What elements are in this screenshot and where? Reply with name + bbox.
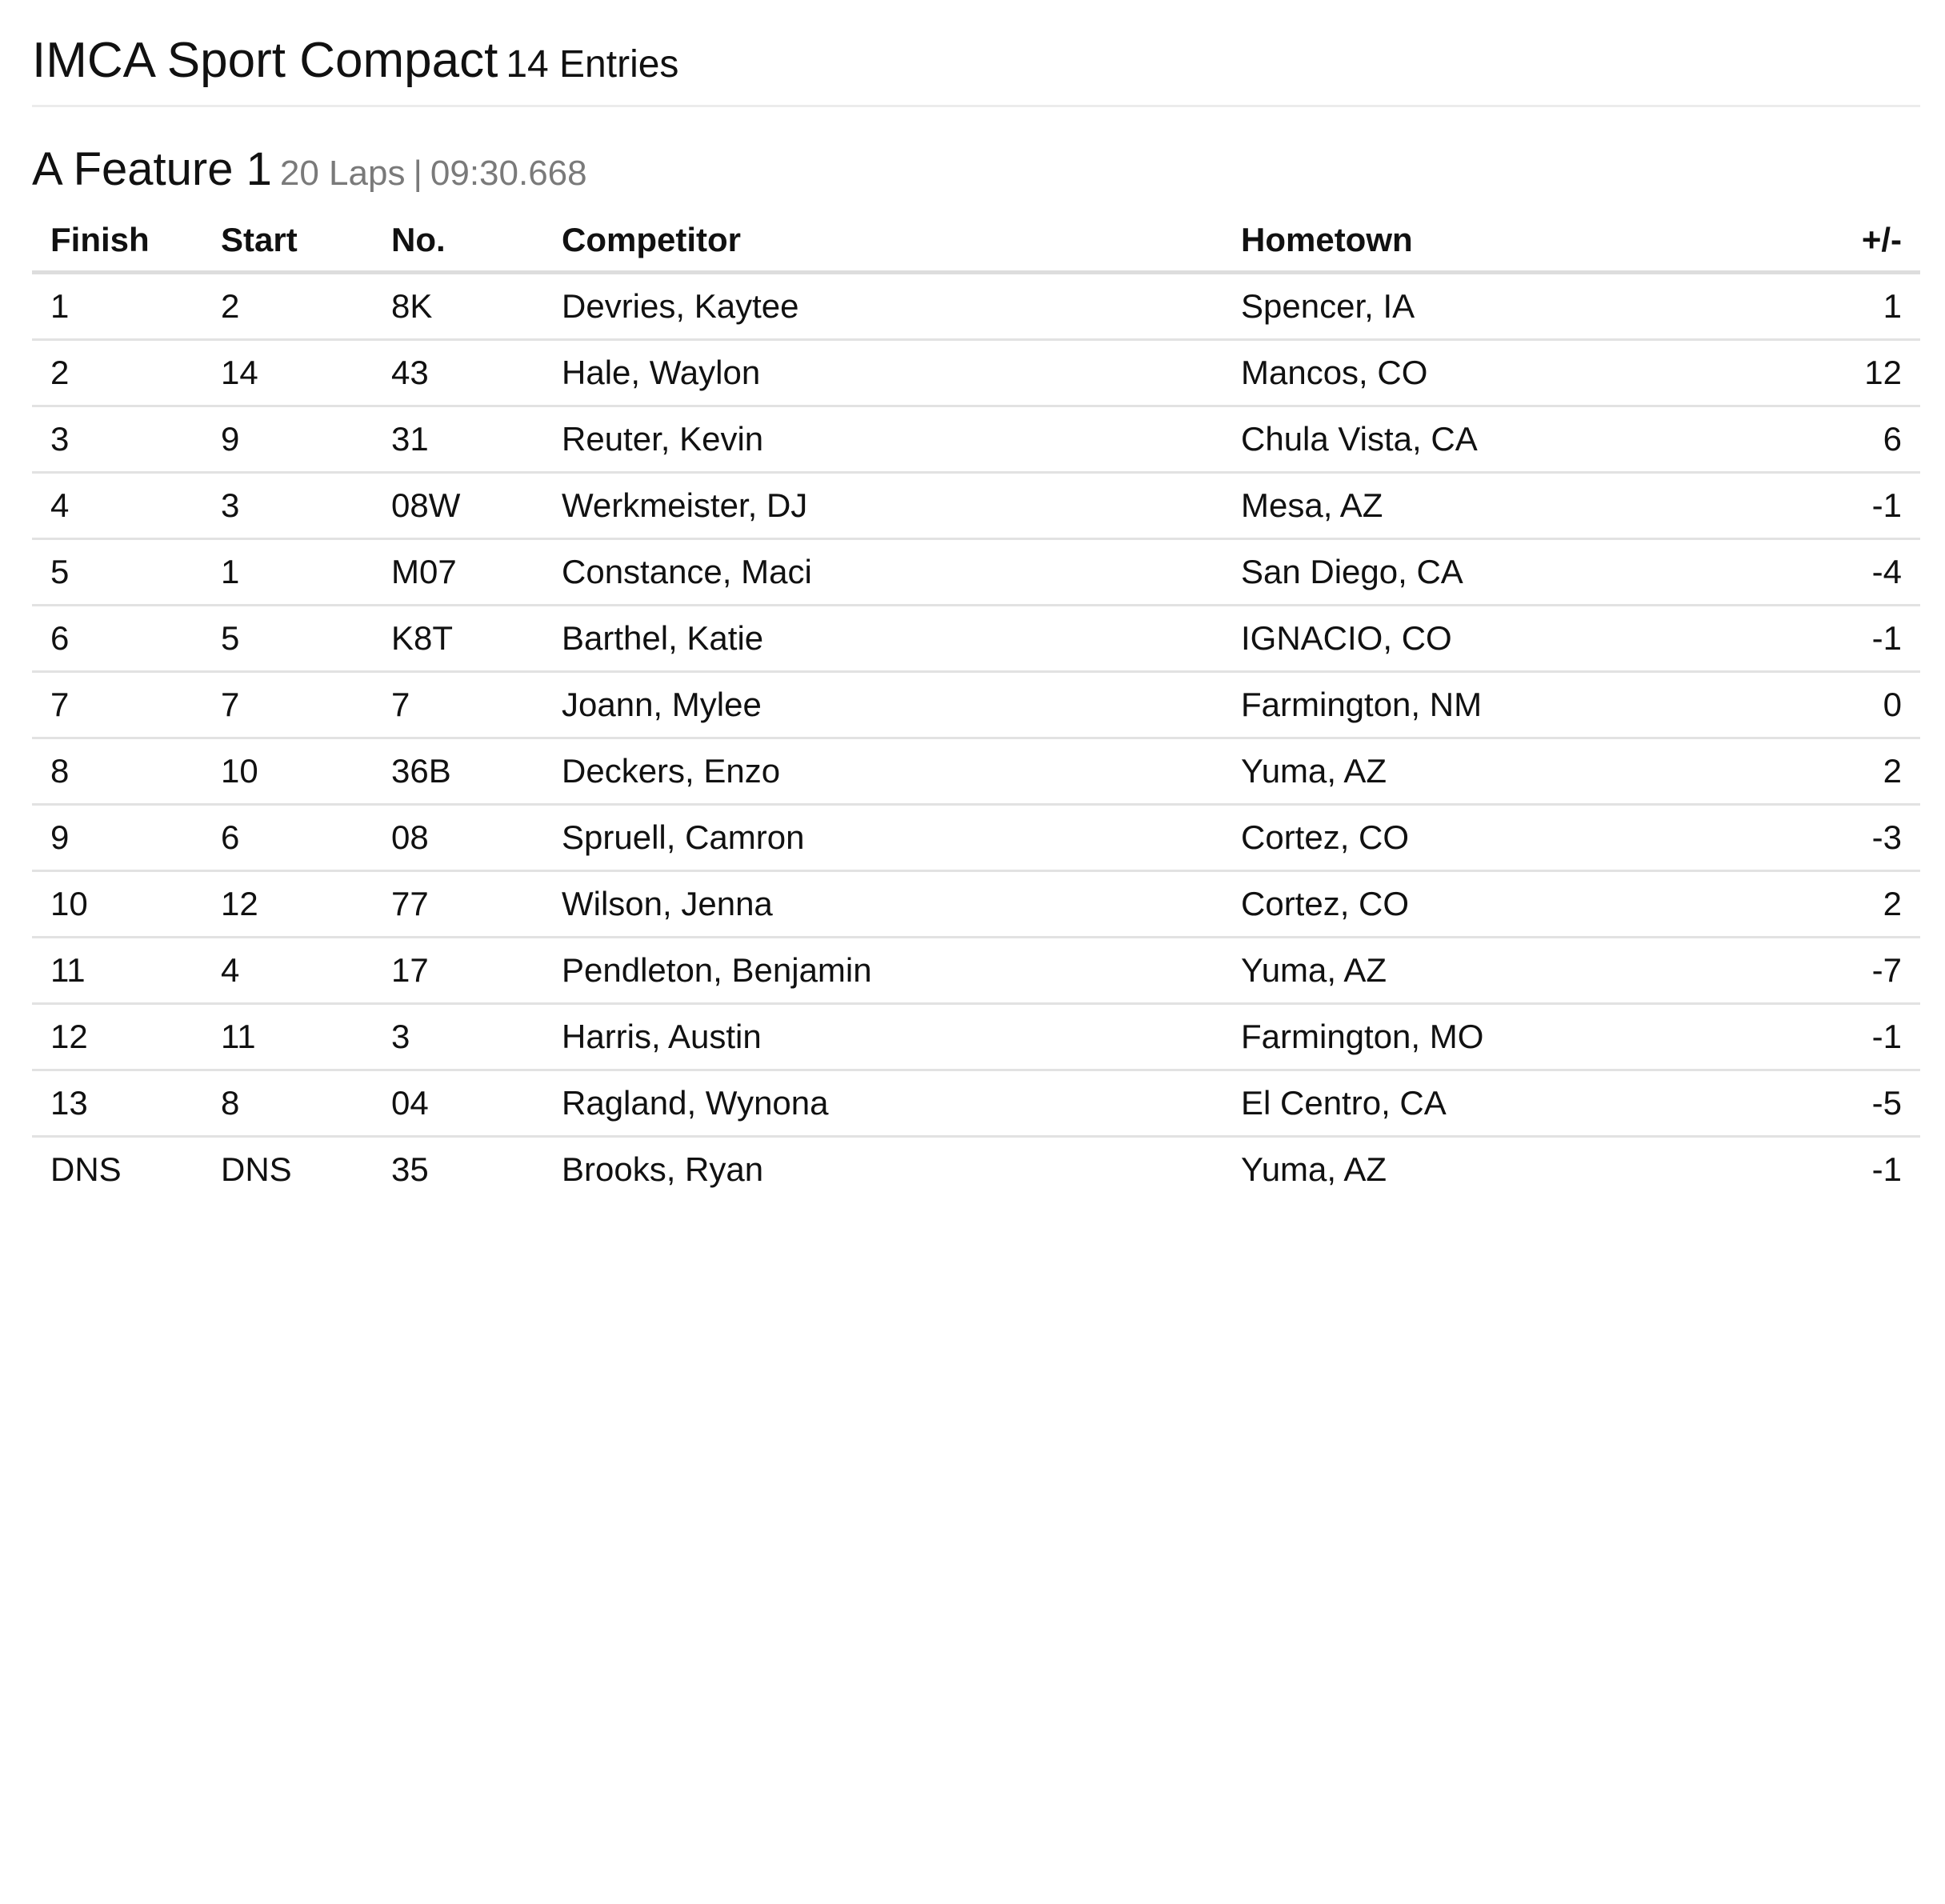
meta-separator: |: [413, 154, 422, 193]
table-row: [32, 738, 1920, 805]
cell-number: 31: [373, 406, 543, 473]
class-title: IMCA Sport Compact: [32, 33, 498, 88]
cell-hometown: San Diego, CA: [1223, 539, 1783, 606]
table-row: [32, 1070, 1920, 1137]
cell-number: 43: [373, 340, 543, 406]
cell-number: 7: [373, 672, 543, 738]
header-plus-minus: +/-: [1783, 210, 1920, 273]
cell-competitor: Wilson, Jenna: [543, 871, 1223, 938]
cell-plus-minus: -3: [1783, 805, 1920, 871]
cell-number: 3: [373, 1004, 543, 1070]
table-row: [32, 871, 1920, 938]
cell-start: 9: [202, 406, 373, 473]
header-row: [32, 210, 1920, 273]
cell-finish: 2: [32, 340, 202, 406]
cell-competitor: Devries, Kaytee: [543, 273, 1223, 340]
cell-hometown: Cortez, CO: [1223, 871, 1783, 938]
cell-finish: 11: [32, 938, 202, 1004]
cell-finish: 9: [32, 805, 202, 871]
cell-competitor: Reuter, Kevin: [543, 406, 1223, 473]
event-title: A Feature 1: [32, 143, 272, 195]
cell-plus-minus: 0: [1783, 672, 1920, 738]
cell-competitor: Brooks, Ryan: [562, 1150, 764, 1188]
cell-number: 36B: [373, 738, 543, 805]
cell-hometown: Mesa, AZ: [1223, 473, 1783, 539]
cell-hometown: Yuma, AZ: [1241, 1150, 1387, 1188]
cell-hometown: Chula Vista, CA: [1223, 406, 1783, 473]
cell-hometown: Cortez, CO: [1223, 805, 1783, 871]
table-row: [32, 606, 1920, 672]
cell-plus-minus: -1: [1783, 606, 1920, 672]
cell-competitor: Deckers, Enzo: [543, 738, 1223, 805]
cell-start: 1: [202, 539, 373, 606]
cell-competitor: Joann, Mylee: [543, 672, 1223, 738]
entries-count: 14 Entries: [506, 43, 679, 86]
cell-start: 14: [202, 340, 373, 406]
cell-competitor: Spruell, Camron: [543, 805, 1223, 871]
table-row: [32, 273, 1920, 340]
cell-finish: DNS: [50, 1150, 122, 1188]
table-row: [32, 539, 1920, 606]
results-table-body: [32, 273, 1920, 1202]
cell-plus-minus: 1: [1783, 273, 1920, 340]
cell-plus-minus: -1: [1871, 1150, 1902, 1188]
cell-competitor: Werkmeister, DJ: [543, 473, 1223, 539]
cell-plus-minus: 2: [1783, 738, 1920, 805]
cell-finish: 6: [32, 606, 202, 672]
cell-finish: 4: [32, 473, 202, 539]
class-header: [32, 30, 1920, 107]
cell-finish: 1: [32, 273, 202, 340]
cell-competitor: Harris, Austin: [543, 1004, 1223, 1070]
cell-finish: 12: [32, 1004, 202, 1070]
table-row: [32, 1137, 1920, 1202]
cell-finish: 5: [32, 539, 202, 606]
header-finish: Finish: [32, 210, 202, 273]
cell-finish: 7: [32, 672, 202, 738]
cell-start: 3: [202, 473, 373, 539]
cell-competitor: Constance, Maci: [543, 539, 1223, 606]
cell-number: 35: [391, 1150, 429, 1188]
table-row: [32, 473, 1920, 539]
cell-finish: 13: [32, 1070, 202, 1137]
race-time: 09:30.668: [430, 154, 587, 193]
cell-start: DNS: [221, 1150, 292, 1188]
cell-number: K8T: [373, 606, 543, 672]
laps-count: 20 Laps: [279, 154, 406, 193]
cell-hometown: Spencer, IA: [1223, 273, 1783, 340]
cell-hometown: Yuma, AZ: [1223, 938, 1783, 1004]
cell-start: 6: [202, 805, 373, 871]
cell-start: 10: [202, 738, 373, 805]
cell-competitor: Ragland, Wynona: [543, 1070, 1223, 1137]
cell-start: 4: [202, 938, 373, 1004]
cell-start: 8: [202, 1070, 373, 1137]
cell-number: M07: [373, 539, 543, 606]
cell-start: 11: [202, 1004, 373, 1070]
cell-start: 5: [202, 606, 373, 672]
cell-number: 08W: [373, 473, 543, 539]
table-row: [32, 938, 1920, 1004]
cell-plus-minus: -4: [1783, 539, 1920, 606]
cell-start: 2: [202, 273, 373, 340]
cell-plus-minus: -1: [1783, 473, 1920, 539]
cell-competitor: Barthel, Katie: [543, 606, 1223, 672]
table-row: [32, 1004, 1920, 1070]
cell-plus-minus: 6: [1783, 406, 1920, 473]
cell-hometown: Yuma, AZ: [1223, 738, 1783, 805]
cell-hometown: IGNACIO, CO: [1223, 606, 1783, 672]
table-row: [32, 672, 1920, 738]
cell-plus-minus: -7: [1783, 938, 1920, 1004]
cell-finish: 8: [32, 738, 202, 805]
cell-competitor: Hale, Waylon: [543, 340, 1223, 406]
header-number: No.: [373, 210, 543, 273]
cell-hometown: Mancos, CO: [1223, 340, 1783, 406]
header-competitor: Competitor: [543, 210, 1223, 273]
table-row: [32, 805, 1920, 871]
header-hometown: Hometown: [1223, 210, 1783, 273]
cell-number: 08: [373, 805, 543, 871]
cell-plus-minus: 12: [1783, 340, 1920, 406]
cell-number: 04: [373, 1070, 543, 1137]
cell-number: 77: [373, 871, 543, 938]
cell-hometown: Farmington, MO: [1223, 1004, 1783, 1070]
cell-hometown: El Centro, CA: [1223, 1070, 1783, 1137]
cell-number: 17: [373, 938, 543, 1004]
cell-plus-minus: 2: [1783, 871, 1920, 938]
cell-plus-minus: -5: [1783, 1070, 1920, 1137]
results-table-header: [32, 210, 1920, 273]
table-row: [32, 406, 1920, 473]
cell-competitor: Pendleton, Benjamin: [543, 938, 1223, 1004]
cell-number: 8K: [373, 273, 543, 340]
table-row: [32, 340, 1920, 406]
cell-hometown: Farmington, NM: [1223, 672, 1783, 738]
cell-start: 7: [202, 672, 373, 738]
header-start: Start: [202, 210, 373, 273]
event-header: [32, 141, 587, 198]
cell-start: 12: [202, 871, 373, 938]
cell-finish: 10: [32, 871, 202, 938]
cell-finish: 3: [32, 406, 202, 473]
cell-plus-minus: -1: [1783, 1004, 1920, 1070]
results-table: [32, 210, 1920, 1202]
